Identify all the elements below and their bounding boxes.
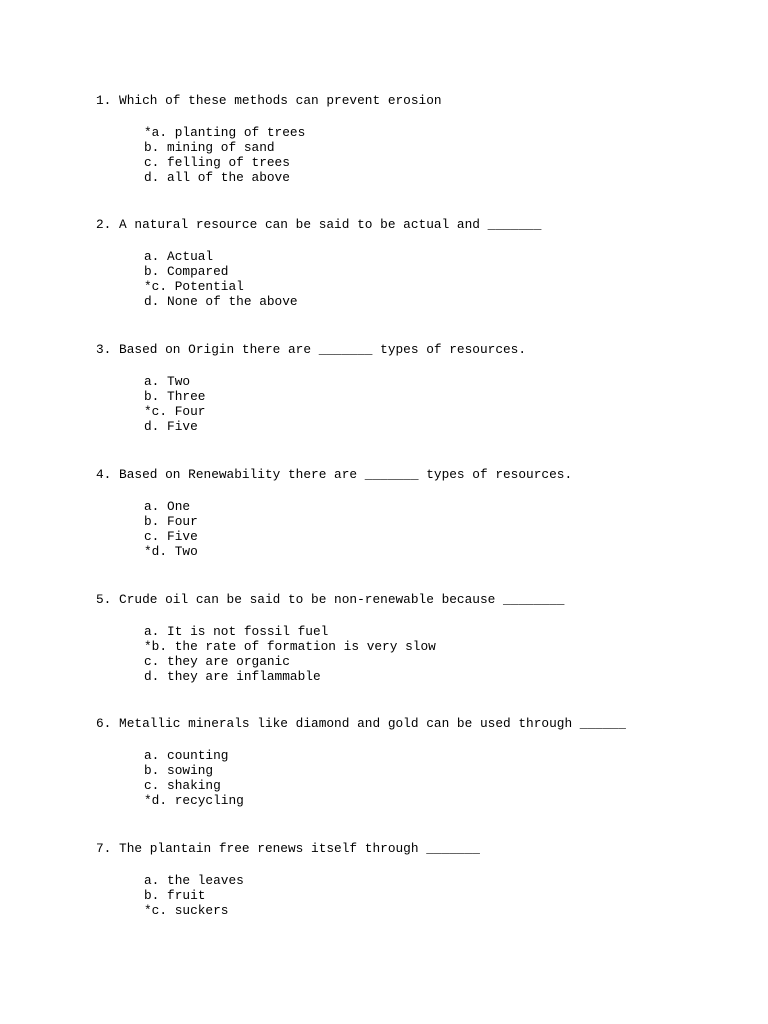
question-text: 7. The plantain free renews itself through _______ bbox=[96, 841, 480, 856]
question-7 bbox=[96, 841, 736, 918]
question-3 bbox=[96, 342, 736, 434]
answer-option: a. counting bbox=[144, 748, 229, 763]
answer-options bbox=[144, 624, 736, 684]
question-text: 1. Which of these methods can prevent erosion bbox=[96, 93, 442, 108]
question-text: 6. Metallic minerals like diamond and gold can be used through ______ bbox=[96, 716, 626, 731]
answer-option: a. the leaves bbox=[144, 873, 244, 888]
answer-options bbox=[144, 499, 736, 559]
answer-option: c. they are organic bbox=[144, 654, 290, 669]
answer-options bbox=[144, 748, 736, 808]
answer-option: b. mining of sand bbox=[144, 140, 275, 155]
question-5 bbox=[96, 592, 736, 684]
answer-option: b. Four bbox=[144, 514, 198, 529]
question-4 bbox=[96, 467, 736, 559]
answer-option: a. It is not fossil fuel bbox=[144, 624, 329, 639]
answer-option: a. Two bbox=[144, 374, 191, 389]
answer-option: d. they are inflammable bbox=[144, 669, 321, 684]
answer-option: d. Five bbox=[144, 419, 198, 434]
answer-option: c. Five bbox=[144, 529, 198, 544]
answer-option: a. One bbox=[144, 499, 191, 514]
question-6 bbox=[96, 716, 736, 808]
answer-options bbox=[144, 873, 736, 918]
answer-option: d. None of the above bbox=[144, 294, 298, 309]
answer-option: *d. recycling bbox=[144, 793, 244, 808]
answer-options bbox=[144, 249, 736, 309]
answer-options bbox=[144, 374, 736, 434]
question-text: 4. Based on Renewability there are _______ types of resources. bbox=[96, 467, 573, 482]
answer-option: a. Actual bbox=[144, 249, 214, 264]
question-text: 2. A natural resource can be said to be actual and _______ bbox=[96, 217, 542, 232]
answer-option: b. fruit bbox=[144, 888, 206, 903]
answer-option: *c. suckers bbox=[144, 903, 229, 918]
answer-option: b. Compared bbox=[144, 264, 229, 279]
answer-option: d. all of the above bbox=[144, 170, 290, 185]
question-text: 3. Based on Origin there are _______ types of resources. bbox=[96, 342, 527, 357]
answer-option: c. shaking bbox=[144, 778, 221, 793]
answer-option: *d. Two bbox=[144, 544, 198, 559]
answer-options bbox=[144, 125, 736, 185]
answer-option: *c. Potential bbox=[144, 279, 244, 294]
answer-option: b. sowing bbox=[144, 763, 214, 778]
answer-option: c. felling of trees bbox=[144, 155, 290, 170]
question-2 bbox=[96, 217, 736, 309]
answer-option: b. Three bbox=[144, 389, 206, 404]
question-text: 5. Crude oil can be said to be non-renewable because ________ bbox=[96, 592, 565, 607]
question-1 bbox=[96, 93, 736, 185]
answer-option: *a. planting of trees bbox=[144, 125, 306, 140]
answer-option: *c. Four bbox=[144, 404, 206, 419]
answer-option: *b. the rate of formation is very slow bbox=[144, 639, 436, 654]
